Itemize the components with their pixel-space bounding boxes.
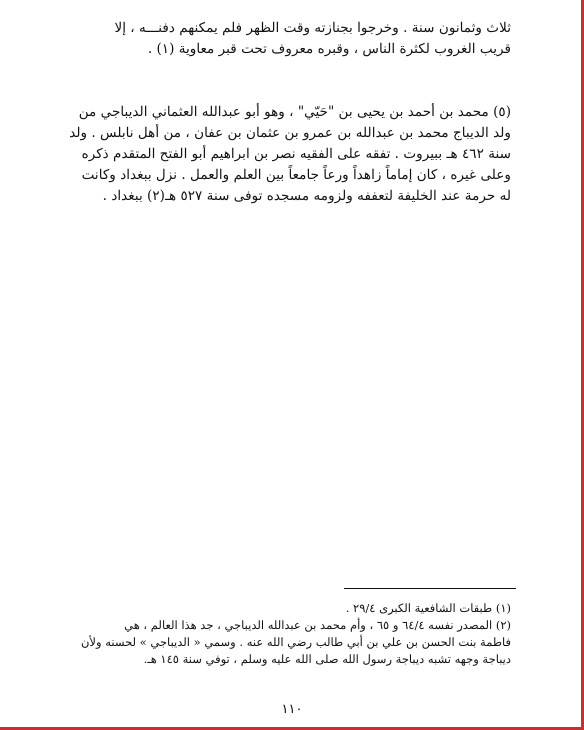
footnotes-block — [60, 600, 511, 668]
text-line: له حرمة عند الخليفة لتعففه ولزومه مسجده توفى سنة ٥٢٧ هـ(٢) ببغداد . — [102, 188, 511, 204]
text-line: قريب الغروب لكثرة الناس ، وقبره معروف تحت قبر معاوية (١) . — [147, 41, 511, 57]
footnote-line: (١) طبقات الشافعية الكبرى ٢٩/٤ . — [345, 601, 511, 615]
text-line: سنة ٤٦٢ هـ ببيروت . تفقه على الفقيه نصر بن ابراهيم أبو الفتح المتقدم ذكره — [81, 146, 511, 162]
text-line: ثلاث وثمانون سنة . وخرجوا بجنازته وقت الظهر فلم يمكنهم دفنـــه ، إلا — [114, 20, 511, 36]
text-line: (٥) محمد بن أحمد بن يحيى بن "حَيّي" ، وهو أبو عبدالله العثماني الديباجي من — [78, 104, 511, 120]
paragraph-continuation — [42, 18, 511, 60]
footnote-line: ديباجة وجهه تشبه ديباجة رسول الله صلى الله عليه وسلم ، توفي سنة ١٤٥ هـ. — [143, 652, 511, 666]
text-line: وعلى غيره ، كان إماماً زاهداً ورعاً جامعاً بين العلم والعمل . نزل ببغداد وكانت — [81, 167, 511, 183]
footnote-divider — [344, 588, 516, 589]
footnote-line: فاطمة بنت الحسن بن علي بن أبي طالب رضي الله عنه . وسمي « الديباجي » لحسنه ولأن — [80, 635, 511, 649]
page-number: ١١٠ — [281, 702, 303, 717]
page-top-edge — [0, 0, 581, 2]
text-line: ولد الديباج محمد بن عبدالله بن عمرو بن عثمان بن عفان ، من أهل نابلس . ولد — [69, 125, 511, 141]
biography-entry — [42, 102, 511, 207]
footnote-line: (٢) المصدر نفسه ٦٤/٤ و ٦٥ ، وأم محمد بن عبدالله الديباجي ، جد هذا العالم ، هي — [124, 618, 511, 632]
